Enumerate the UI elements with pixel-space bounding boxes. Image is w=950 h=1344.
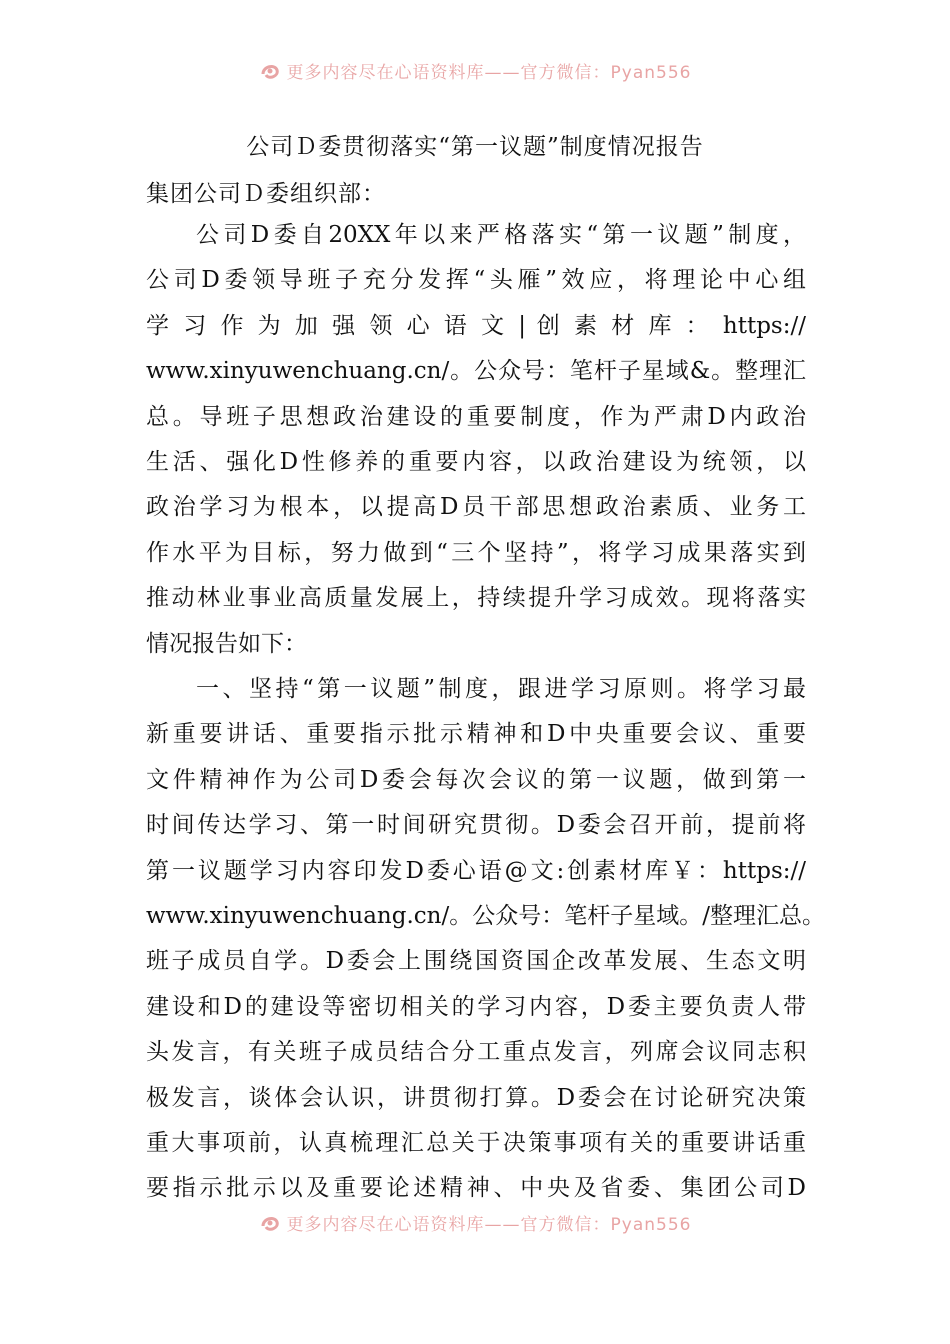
body-line: 文件精神作为公司D委会每次会议的第一议题，做到第一 — [146, 766, 806, 793]
body-line: 时间传达学习、第一时间研究贯彻。D委会召开前，提前将 — [146, 812, 806, 839]
watermark-text: 更多内容尽在心语资料库——官方微信：Pyan556 — [286, 1215, 692, 1235]
body-line: 公司D委领导班子充分发挥“头雁”效应，将理论中心组 — [146, 267, 806, 294]
body-line: 学 习 作 为 加 强 领 心 语 文 | 创 素 材 库 ： https:// — [146, 312, 806, 339]
body-line: 一、坚持“第一议题”制度，跟进学习原则。将学习最 — [196, 676, 806, 702]
body-line: 要指示批示以及重要论述精神、中央及省委、集团公司D — [146, 1175, 806, 1202]
body-line: 建设和D的建设等密切相关的学习内容，D委主要负责人带 — [146, 993, 806, 1020]
watermark-text: 更多内容尽在心语资料库——官方微信：Pyan556 — [286, 63, 692, 83]
body-line: 第一议题学习内容印发D委心语@文:创素材库￥：https:// — [146, 857, 806, 884]
swirl-logo-icon — [259, 60, 281, 82]
body-line: 公司D委自20XX年以来严格落实“第一议题”制度， — [196, 222, 806, 248]
body-line: 政治学习为根本，以提高D员干部思想政治素质、业务工 — [146, 494, 806, 521]
body-line: 重大事项前，认真梳理汇总关于决策事项有关的重要讲话重 — [146, 1130, 806, 1156]
swirl-logo-icon — [259, 1212, 281, 1234]
watermark-footer — [0, 1210, 950, 1235]
body-line: 推动林业事业高质量发展上，持续提升学习成效。现将落实 — [146, 585, 806, 612]
recipient-line: 集团公司Ｄ委组织部： — [146, 181, 386, 207]
body-line: 新重要讲话、重要指示批示精神和D中央重要会议、重要 — [146, 721, 806, 748]
body-line: www.xinyuwenchuang.cn/。公众号：笔杆子星域&。整理汇 — [146, 358, 806, 385]
body-line: 班子成员自学。D委会上围绕国资国企改革发展、生态文明 — [146, 948, 806, 975]
body-line: 作水平为目标，努力做到“三个坚持”，将学习成果落实到 — [146, 539, 806, 566]
body-line: 总。导班子思想政治建设的重要制度，作为严肃D内政治 — [146, 403, 806, 430]
body-line: 情况报告如下： — [146, 630, 307, 657]
body-line: 生活、强化D性修养的重要内容，以政治建设为统领，以 — [146, 449, 806, 475]
watermark-header — [0, 58, 950, 83]
document-title: 公司Ｄ委贯彻落实“第一议题”制度情况报告 — [246, 134, 704, 160]
body-line: 极发言，谈体会认识，讲贯彻打算。D委会在讨论研究决策 — [146, 1084, 806, 1111]
body-line: 头发言，有关班子成员结合分工重点发言，列席会议同志积 — [146, 1039, 806, 1066]
body-line: www.xinyuwenchuang.cn/。公众号：笔杆子星域。/整理汇总。 — [146, 903, 825, 929]
